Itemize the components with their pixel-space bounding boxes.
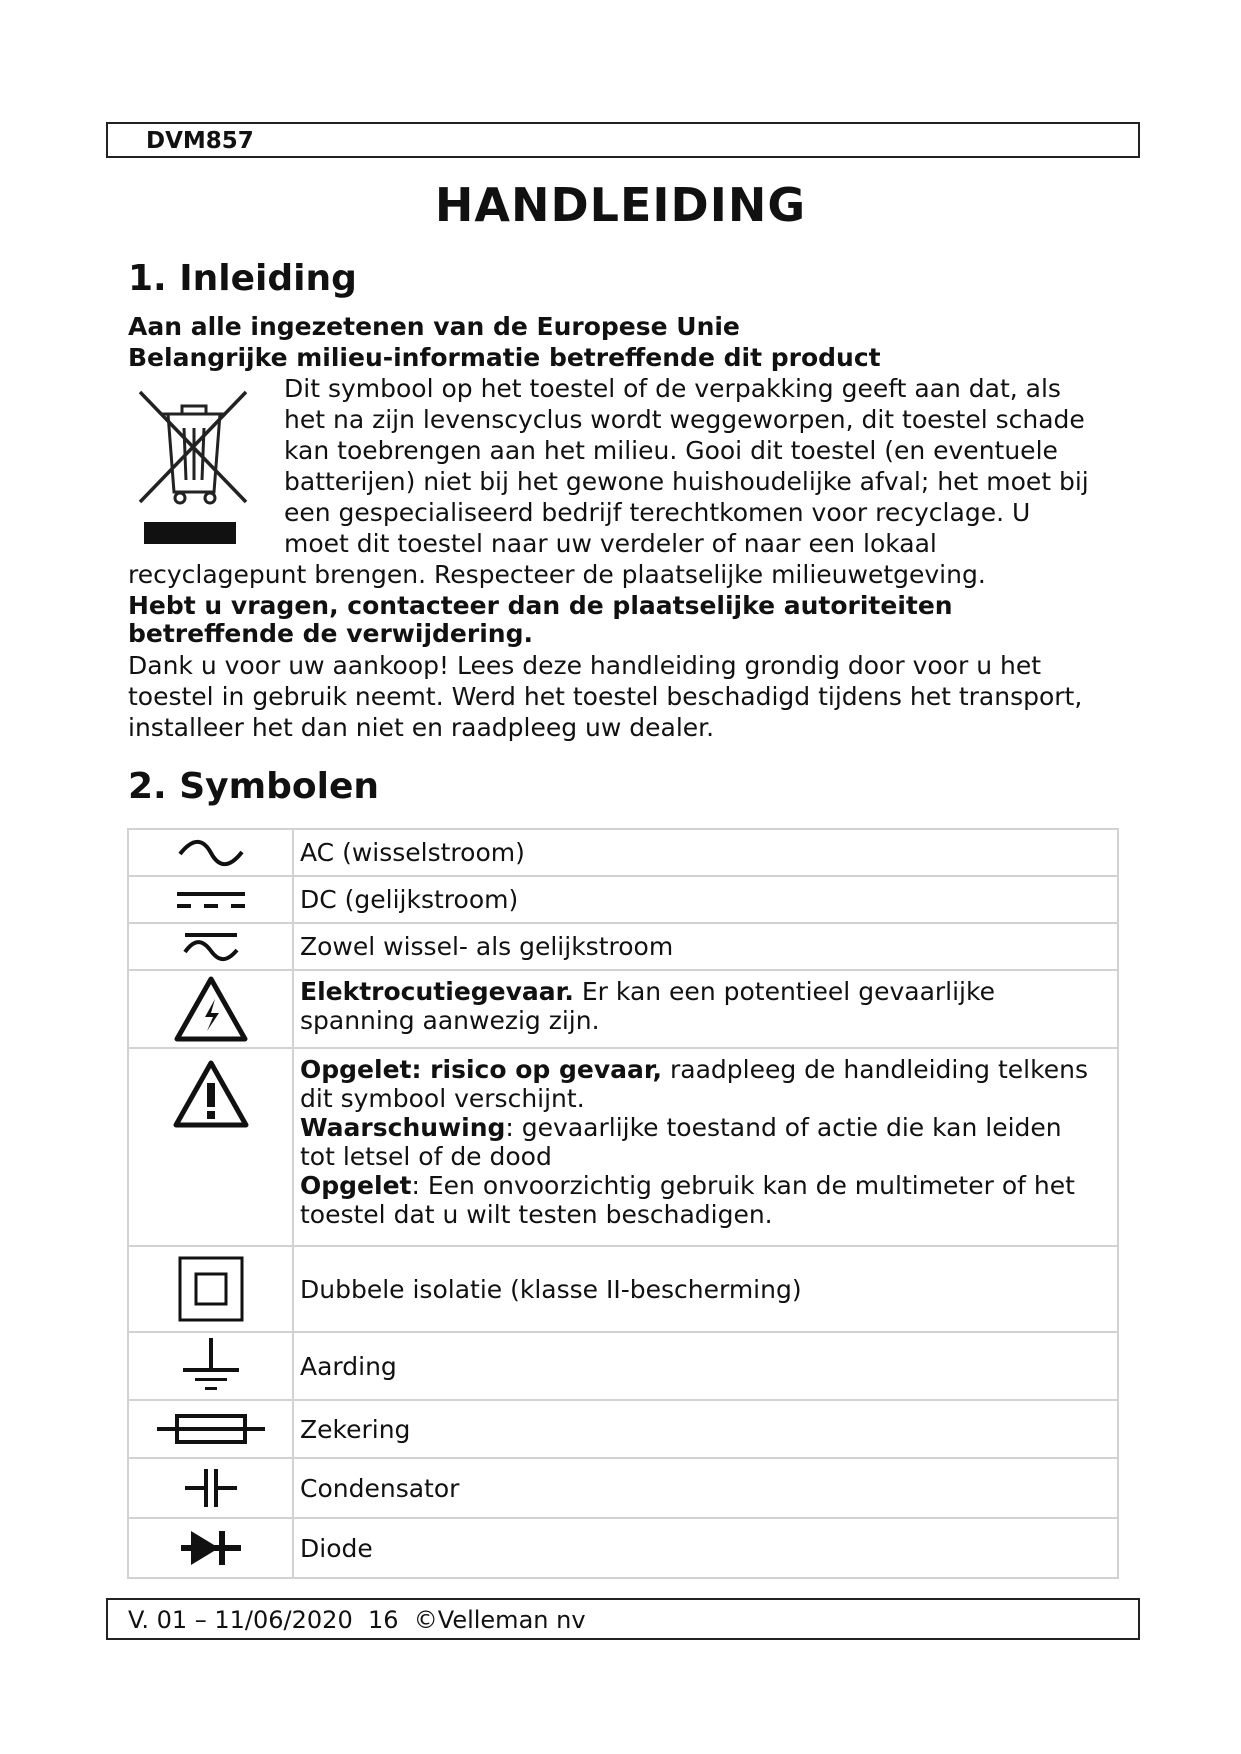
eu-heading: Aan alle ingezetenen van de Europese Unie (128, 312, 740, 341)
thanks-text: toestel in gebruik neemt. Werd het toestel beschadigd tijdens het transport, (128, 682, 1083, 711)
symbol-cell (128, 1400, 293, 1458)
weee-text-line: Dit symbool op het toestel of de verpakking geeft aan dat, als (284, 374, 1061, 403)
electric-shock-warning-icon (173, 975, 249, 1043)
attention-text: toestel dat u wilt testen beschadigen. (300, 1200, 773, 1229)
symbols-table (127, 828, 1119, 1579)
weee-text-line: batterijen) niet bij het gewone huishoudelijke afval; het moet bij (284, 467, 1089, 496)
symbol-cell (128, 1246, 293, 1332)
questions-text: betreffende de verwijdering. (128, 619, 533, 648)
symbol-description: Dubbele isolatie (klasse II-bescherming) (293, 1246, 1118, 1332)
symbol-cell (128, 970, 293, 1048)
table-row (128, 923, 1118, 970)
table-row (128, 876, 1118, 923)
footer-text: V. 01 – 11/06/2020 16 ©Velleman nv (128, 1606, 586, 1634)
attention-text: : Een onvoorzichtig gebruik kan de multimeter of het (411, 1171, 1075, 1200)
footer-box (106, 1598, 1140, 1640)
ac-sine-icon (176, 838, 246, 868)
weee-text-line: recyclagepunt brengen. Respecteer de plaatselijke milieuwetgeving. (128, 560, 986, 589)
attention-bold: Opgelet (300, 1171, 412, 1200)
section-heading-introduction: 1. Inleiding (128, 258, 357, 299)
weee-text-line: moet dit toestel naar uw verdeler of naar een lokaal (284, 529, 937, 558)
caution-triangle-icon (172, 1059, 250, 1129)
caution-bold: Opgelet: risico op gevaar, (300, 1055, 663, 1084)
capacitor-icon (183, 1467, 239, 1509)
table-row (128, 970, 1118, 1048)
weee-crossed-bin-icon (130, 384, 254, 548)
symbol-cell (128, 1518, 293, 1578)
symbol-description: Condensator (293, 1458, 1118, 1518)
symbol-cell (128, 1048, 293, 1246)
thanks-text: installeer het dan niet en raadpleeg uw dealer. (128, 713, 715, 742)
symbol-cell (128, 1332, 293, 1400)
page-title: HANDLEIDING (434, 178, 807, 232)
section-heading-symbols: 2. Symbolen (128, 766, 380, 807)
table-row (128, 1400, 1118, 1458)
header-box (106, 122, 1140, 158)
shock-bold: Elektrocutiegevaar. (300, 977, 574, 1006)
caution-text: raadpleeg de handleiding telkens (662, 1055, 1088, 1084)
shock-text-cont: spanning aanwezig zijn. (300, 1006, 600, 1035)
symbol-description: Aarding (293, 1332, 1118, 1400)
symbol-description: Zekering (293, 1400, 1118, 1458)
questions-text: Hebt u vragen, contacteer dan de plaatselijke autoriteiten (128, 591, 953, 620)
symbol-description (293, 970, 1118, 1048)
symbol-description: Zowel wissel- als gelijkstroom (293, 923, 1118, 970)
symbol-description: DC (gelijkstroom) (293, 876, 1118, 923)
symbol-description: Diode (293, 1518, 1118, 1578)
weee-text-line: kan toebrengen aan het milieu. Gooi dit toestel (en eventuele (284, 436, 1058, 465)
ac-dc-icon (181, 930, 241, 964)
symbol-cell (128, 1458, 293, 1518)
table-row (128, 829, 1118, 876)
dc-icon (175, 888, 247, 912)
symbol-cell (128, 876, 293, 923)
double-insulation-icon (178, 1256, 244, 1322)
fuse-icon (155, 1412, 267, 1446)
thanks-text: Dank u voor uw aankoop! Lees deze handleiding grondig door voor u het (128, 651, 1042, 680)
weee-text-line: een gespecialiseerd bedrijf terechtkomen voor recyclage. U (284, 498, 1031, 527)
model-code: DVM857 (146, 128, 254, 154)
symbol-cell (128, 829, 293, 876)
diode-icon (179, 1527, 243, 1569)
warning-text: : gevaarlijke toestand of actie die kan leiden (505, 1113, 1062, 1142)
warning-bold: Waarschuwing (300, 1113, 506, 1142)
table-row (128, 1458, 1118, 1518)
table-row (128, 1332, 1118, 1400)
weee-text-line: het na zijn levenscyclus wordt weggeworpen, dit toestel schade (284, 405, 1085, 434)
table-row (128, 1518, 1118, 1578)
ground-icon (179, 1336, 243, 1396)
symbol-description (293, 1048, 1118, 1246)
shock-text: Er kan een potentieel gevaarlijke (573, 977, 995, 1006)
caution-text: dit symbool verschijnt. (300, 1084, 585, 1113)
table-row (128, 1048, 1118, 1246)
symbol-cell (128, 923, 293, 970)
symbol-description: AC (wisselstroom) (293, 829, 1118, 876)
table-row (128, 1246, 1118, 1332)
environment-heading: Belangrijke milieu-informatie betreffende dit product (128, 343, 881, 372)
warning-text: tot letsel of de dood (300, 1142, 552, 1171)
